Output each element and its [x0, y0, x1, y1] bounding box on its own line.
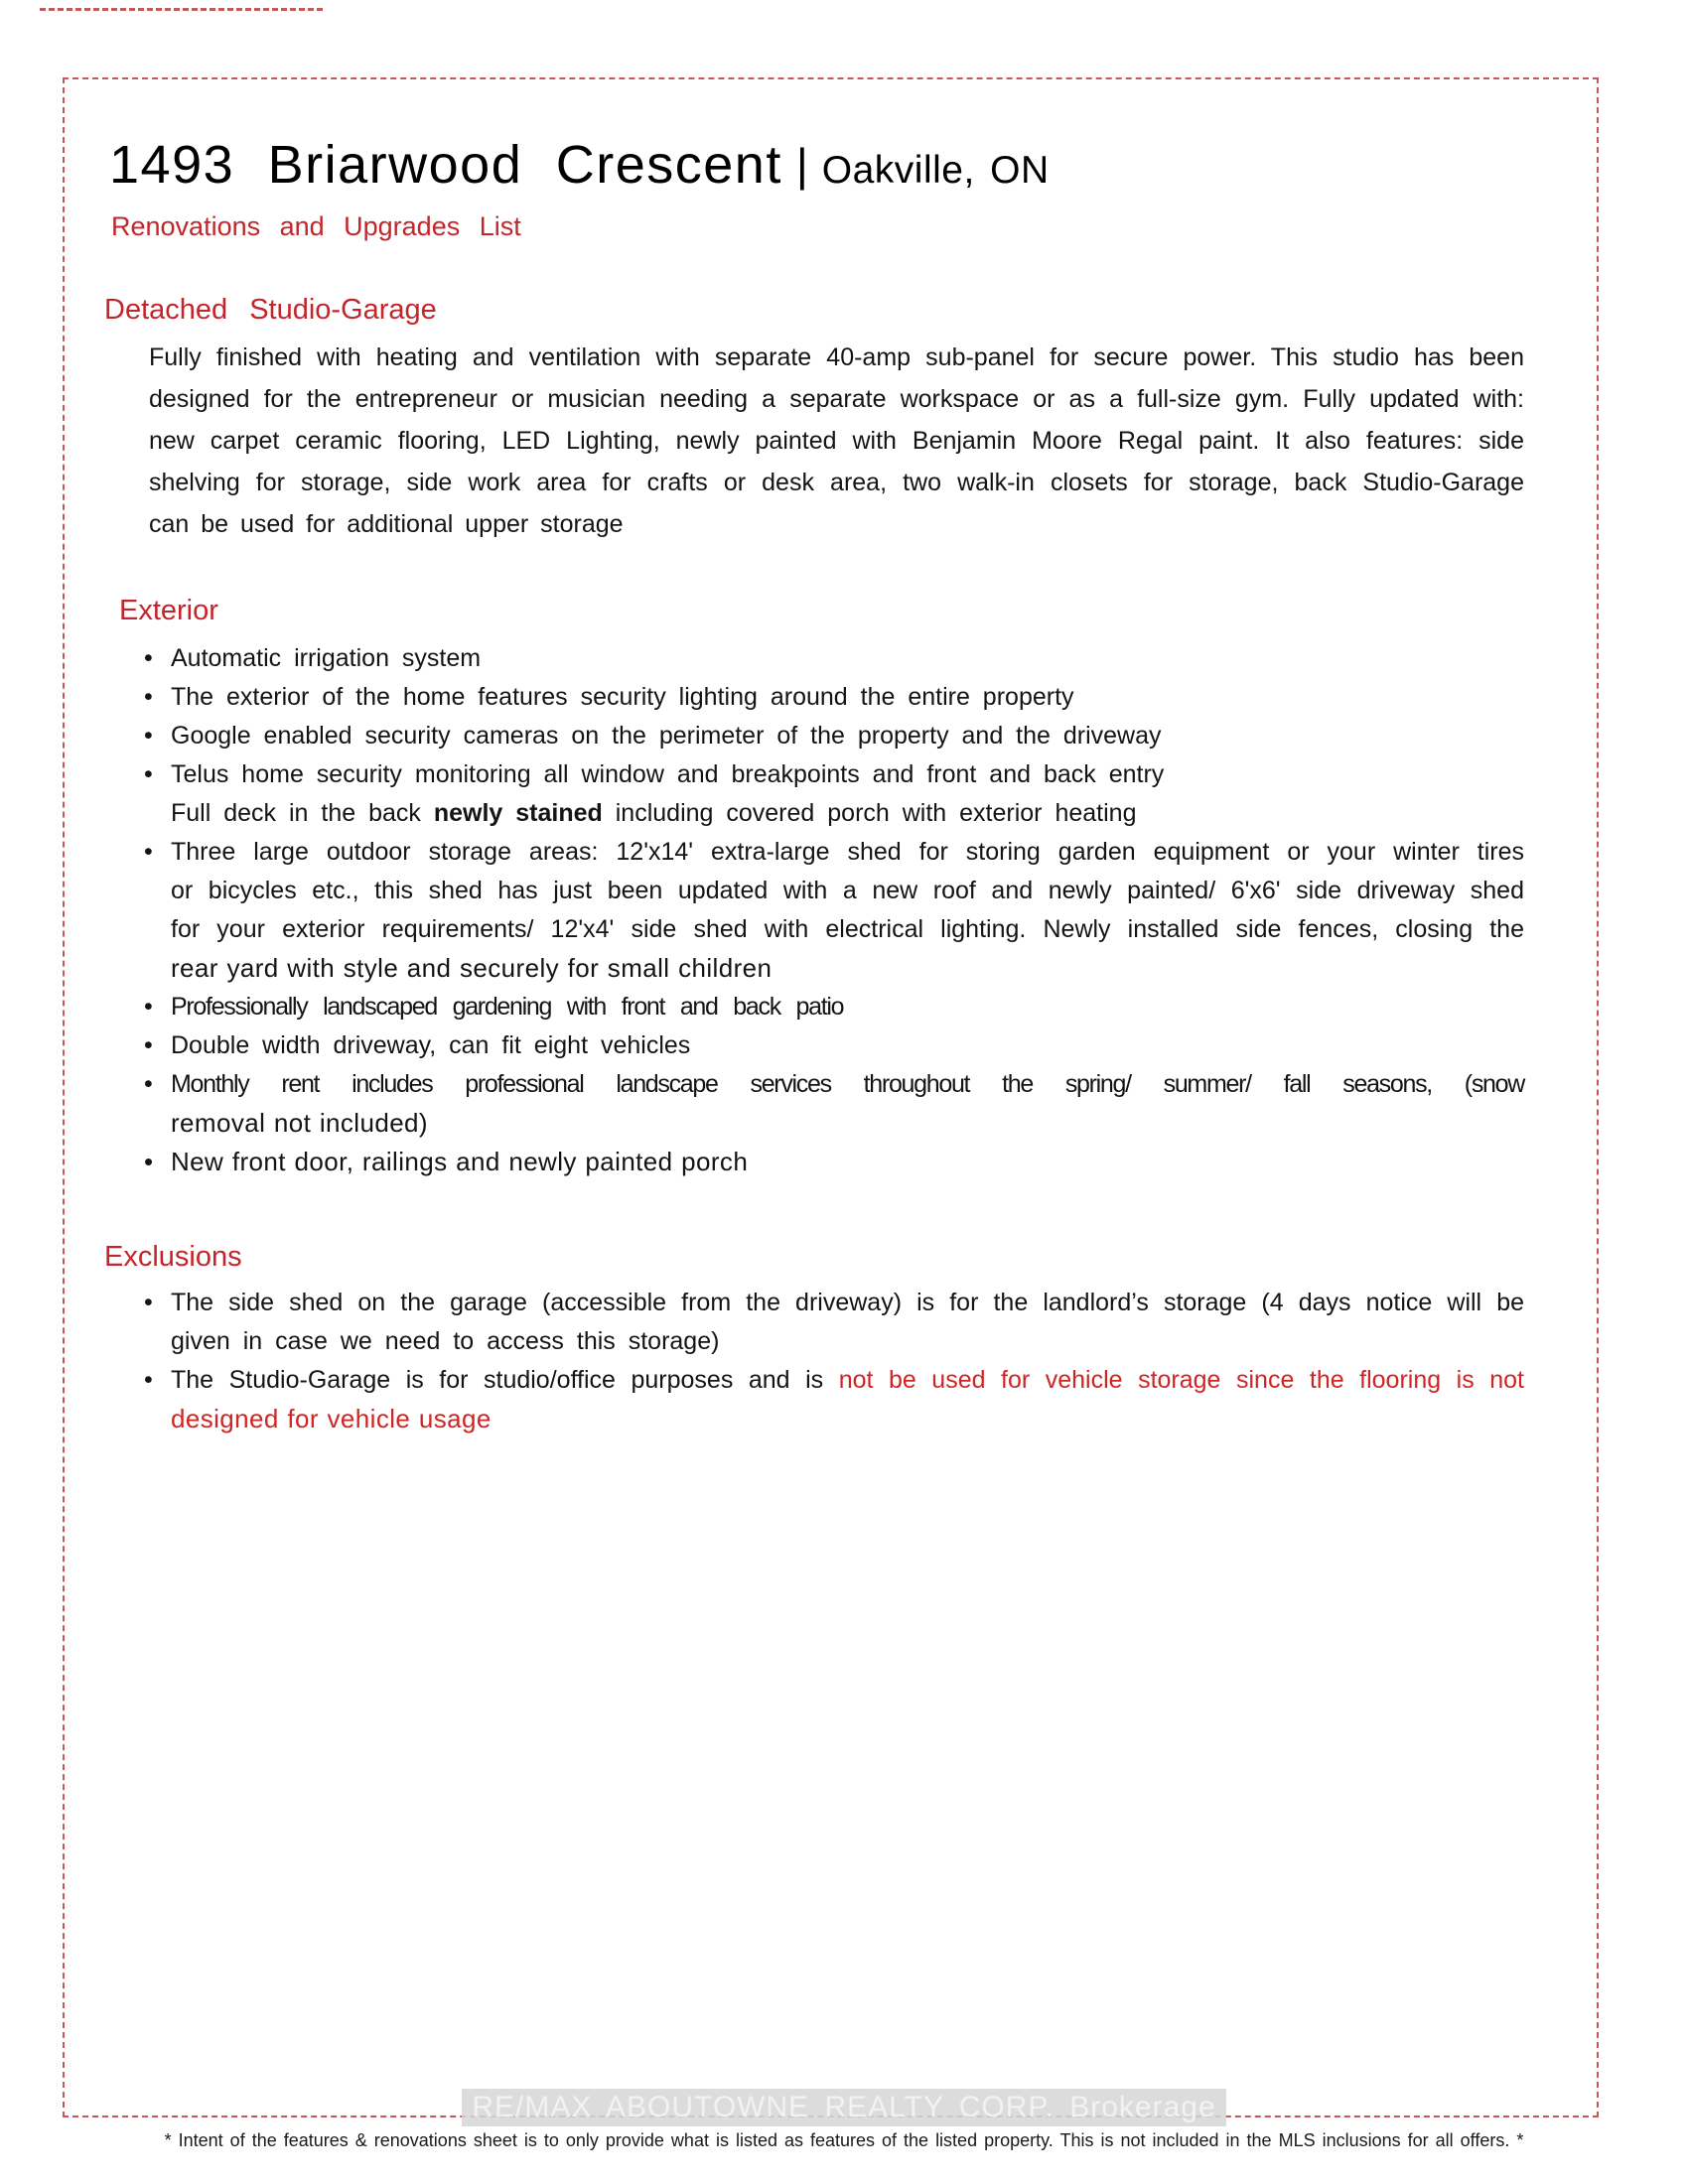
page-title	[109, 134, 1524, 196]
section-studio	[65, 294, 1524, 545]
bullet-item	[65, 717, 1524, 755]
bullet-line	[65, 1104, 1524, 1143]
bullet-list	[65, 1284, 1524, 1438]
bullet-line	[65, 988, 1524, 1026]
paragraph	[149, 337, 1524, 545]
paragraph-line	[149, 420, 1524, 462]
bullet-line	[65, 755, 1524, 794]
text-segment: not be used for vehicle storage since the flooring is not	[838, 1366, 1525, 1394]
bullet-icon: •	[144, 838, 153, 866]
section-heading: Detached Studio-Garage	[104, 294, 437, 326]
text-segment: or bicycles etc., this shed has just been updated with a new roof and newly painted/ 6'x6' side driveway shed	[171, 877, 1524, 904]
bullet-item	[65, 678, 1524, 717]
paragraph-line	[149, 337, 1524, 378]
text-segment: new carpet ceramic flooring, LED Lighting, newly painted with Benjamin Moore Regal paint. It also features: side	[149, 427, 1524, 455]
text-segment: Fully finished with heating and ventilation with separate 40-amp sub-panel for secure power. This studio has been	[149, 343, 1524, 371]
bullet-line	[65, 872, 1524, 910]
text-segment: rear yard with style and securely for small children	[171, 953, 773, 983]
section-heading: Exclusions	[104, 1241, 242, 1273]
text-segment: Double width driveway, can fit eight vehicles	[171, 1031, 691, 1059]
section-heading: Exterior	[119, 595, 218, 626]
text-segment: Telus home security monitoring all window and breakpoints and front and back entry	[171, 760, 1165, 788]
bullet-item	[65, 988, 1524, 1026]
document-subtitle: Renovations and Upgrades List	[111, 211, 521, 241]
bullet-line	[65, 1026, 1524, 1065]
page-edge-artifact	[40, 8, 323, 11]
text-segment: designed for vehicle usage	[171, 1404, 492, 1433]
title-separator: |	[795, 139, 808, 191]
section-exclusions	[65, 1241, 1524, 1438]
bullet-item	[65, 1361, 1524, 1438]
bullet-line	[65, 1322, 1524, 1361]
bullet-line	[65, 1284, 1524, 1322]
text-segment: Monthly rent includes professional landscape services throughout the spring/ summer/ fall seasons, (snow	[171, 1070, 1524, 1098]
text-segment: The exterior of the home features security lighting around the entire property	[171, 683, 1074, 711]
paragraph-line	[149, 378, 1524, 420]
bullet-icon: •	[144, 644, 153, 672]
text-segment: for your exterior requirements/ 12'x4' side shed with electrical lighting. Newly installed side fences, closing the	[171, 915, 1524, 943]
bullet-line	[65, 794, 1524, 833]
paragraph-line	[149, 462, 1524, 503]
bullet-line	[65, 1065, 1524, 1104]
bullet-line	[65, 833, 1524, 872]
bullet-line	[65, 949, 1524, 988]
paragraph-line	[149, 503, 1524, 545]
bullet-line	[65, 1143, 1524, 1181]
bullet-icon: •	[144, 683, 153, 711]
bullet-line	[65, 678, 1524, 717]
title-city: Oakville, ON	[821, 149, 1050, 192]
bullet-item	[65, 1143, 1524, 1181]
bullet-item	[65, 1284, 1524, 1361]
text-segment: including covered porch with exterior heating	[602, 799, 1137, 827]
bullet-icon: •	[144, 1070, 152, 1098]
text-segment: Three large outdoor storage areas: 12'x14' extra-large shed for storing garden equipment or your winter tires	[171, 838, 1524, 866]
bullet-icon: •	[144, 1366, 153, 1394]
text-segment: Automatic irrigation system	[171, 644, 482, 672]
text-segment: given in case we need to access this storage)	[171, 1327, 720, 1355]
bullet-icon: •	[144, 1289, 153, 1316]
bullet-item	[65, 833, 1524, 988]
bullet-list	[65, 639, 1524, 1181]
bullet-icon: •	[144, 760, 153, 788]
text-segment: The side shed on the garage (accessible from the driveway) is for the landlord’s storage (4 days notice will be	[171, 1289, 1524, 1316]
bullet-icon: •	[144, 1031, 153, 1059]
bullet-line	[65, 910, 1524, 949]
section-exterior	[65, 595, 1524, 1181]
bullet-line	[65, 639, 1524, 678]
doc-body	[65, 294, 1524, 1438]
bullet-line	[65, 1400, 1524, 1438]
text-segment: shelving for storage, side work area for crafts or desk area, two walk-in closets for storage, back Studio-Garage	[149, 469, 1524, 496]
text-segment: designed for the entrepreneur or musician needing a separate workspace or as a full-size gym. Fully updated with:	[149, 385, 1524, 413]
page-content	[65, 79, 1524, 1438]
title-address: 1493 Briarwood Crescent	[109, 135, 782, 195]
text-segment: New front door, railings and newly painted porch	[171, 1147, 749, 1176]
text-segment: The Studio-Garage is for studio/office purposes and is	[171, 1366, 839, 1394]
bullet-item	[65, 755, 1524, 833]
brokerage-watermark-row	[0, 2089, 1688, 2126]
bullet-line	[65, 1361, 1524, 1400]
text-segment: removal not included)	[171, 1108, 428, 1138]
bullet-item	[65, 639, 1524, 678]
text-segment: Professionally landscaped gardening with front and back patio	[171, 993, 844, 1021]
text-segment: can be used for additional upper storage	[149, 510, 624, 538]
text-segment: Full deck in the back	[171, 799, 434, 827]
bullet-icon: •	[144, 993, 152, 1021]
text-segment: Google enabled security cameras on the perimeter of the property and the driveway	[171, 722, 1162, 750]
bullet-icon: •	[144, 1147, 154, 1176]
bullet-icon: •	[144, 722, 153, 750]
text-segment: newly stained	[433, 799, 603, 827]
brokerage-watermark: RE/MAX ABOUTOWNE REALTY CORP. Brokerage	[462, 2089, 1225, 2126]
bullet-line	[65, 717, 1524, 755]
bullet-item	[65, 1065, 1524, 1143]
bullet-item	[65, 1026, 1524, 1065]
footer-disclaimer: * Intent of the features & renovations sheet is to only provide what is listed as features of the listed property. This is not included in the MLS inclusions for all offers. *	[164, 2130, 1524, 2150]
